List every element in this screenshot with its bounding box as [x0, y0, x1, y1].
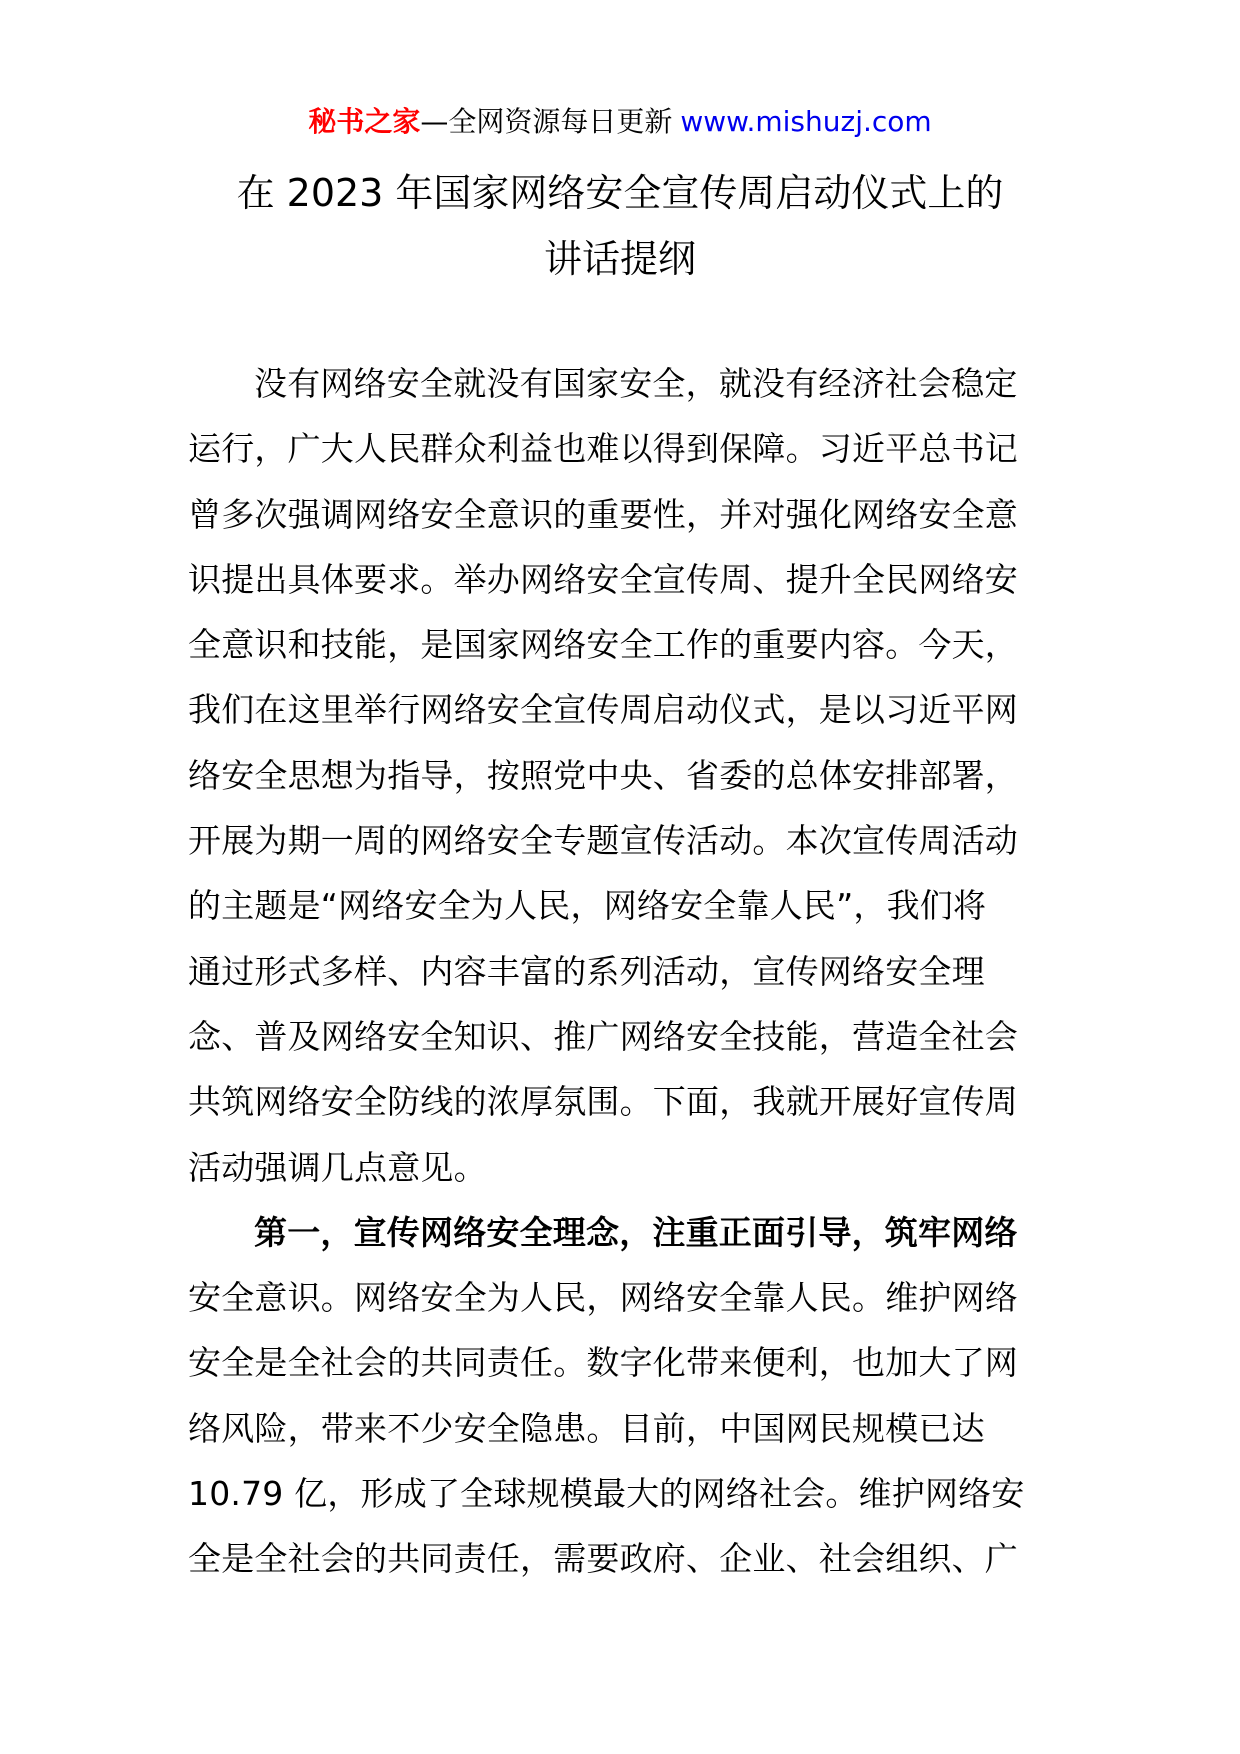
paragraph-line: 运行，广大人民群众利益也难以得到保障。习近平总书记	[188, 429, 1018, 469]
paragraph-2	[188, 1200, 1058, 1592]
paragraph-line: 念、普及网络安全知识、推广网络安全技能，营造全社会	[188, 1016, 1018, 1056]
paragraph-line: 识提出具体要求。举办网络安全宣传周、提升全民网络安	[188, 559, 1018, 599]
document-body	[188, 351, 1058, 1592]
paragraph-line: 安全是全社会的共同责任。数字化带来便利，也加大了网	[188, 1343, 1018, 1383]
paragraph-line: 的主题是“网络安全为人民，网络安全靠人民”，我们将	[188, 886, 987, 926]
site-url-link[interactable]: www.mishuzj.com	[680, 105, 932, 138]
paragraph-line: 活动强调几点意见。	[188, 1147, 487, 1187]
paragraph-line: 我们在这里举行网络安全宣传周启动仪式，是以习近平网	[188, 690, 1018, 730]
title-line-2: 讲话提纲	[543, 237, 696, 281]
paragraph-line: 共筑网络安全防线的浓厚氛围。下面，我就开展好宣传周	[188, 1082, 1018, 1122]
paragraph-line: 10.79 亿，形成了全球规模最大的网络社会。维护网络安	[188, 1474, 1025, 1514]
paragraph-line: 全意识和技能，是国家网络安全工作的重要内容。今天，	[188, 625, 1018, 665]
site-header	[0, 100, 1240, 144]
paragraph-line: 曾多次强调网络安全意识的重要性，并对强化网络安全意	[188, 494, 1018, 534]
paragraph-lead-line: 第一，宣传网络安全理念，注重正面引导，筑牢网络	[254, 1212, 1018, 1252]
header-tagline: —全网资源每日更新	[420, 105, 673, 138]
paragraph-line: 通过形式多样、内容丰富的系列活动，宣传网络安全理	[188, 951, 985, 991]
brand-name: 秘书之家	[308, 105, 421, 138]
paragraph-line: 络风险，带来不少安全隐患。目前，中国网民规模已达	[188, 1408, 985, 1448]
title-line-1: 在 2023 年国家网络安全宣传周启动仪式上的	[236, 171, 1004, 215]
paragraph-line: 没有网络安全就没有国家安全，就没有经济社会稳定	[254, 364, 1018, 403]
paragraph-line: 全是全社会的共同责任，需要政府、企业、社会组织、广	[188, 1539, 1018, 1579]
paragraph-1	[188, 351, 1058, 1200]
document-title	[0, 160, 1240, 292]
paragraph-line: 络安全思想为指导，按照党中央、省委的总体安排部署，	[188, 755, 1018, 795]
paragraph-line: 安全意识。网络安全为人民，网络安全靠人民。维护网络	[188, 1278, 1018, 1318]
paragraph-line: 开展为期一周的网络安全专题宣传活动。本次宣传周活动	[188, 821, 1018, 861]
